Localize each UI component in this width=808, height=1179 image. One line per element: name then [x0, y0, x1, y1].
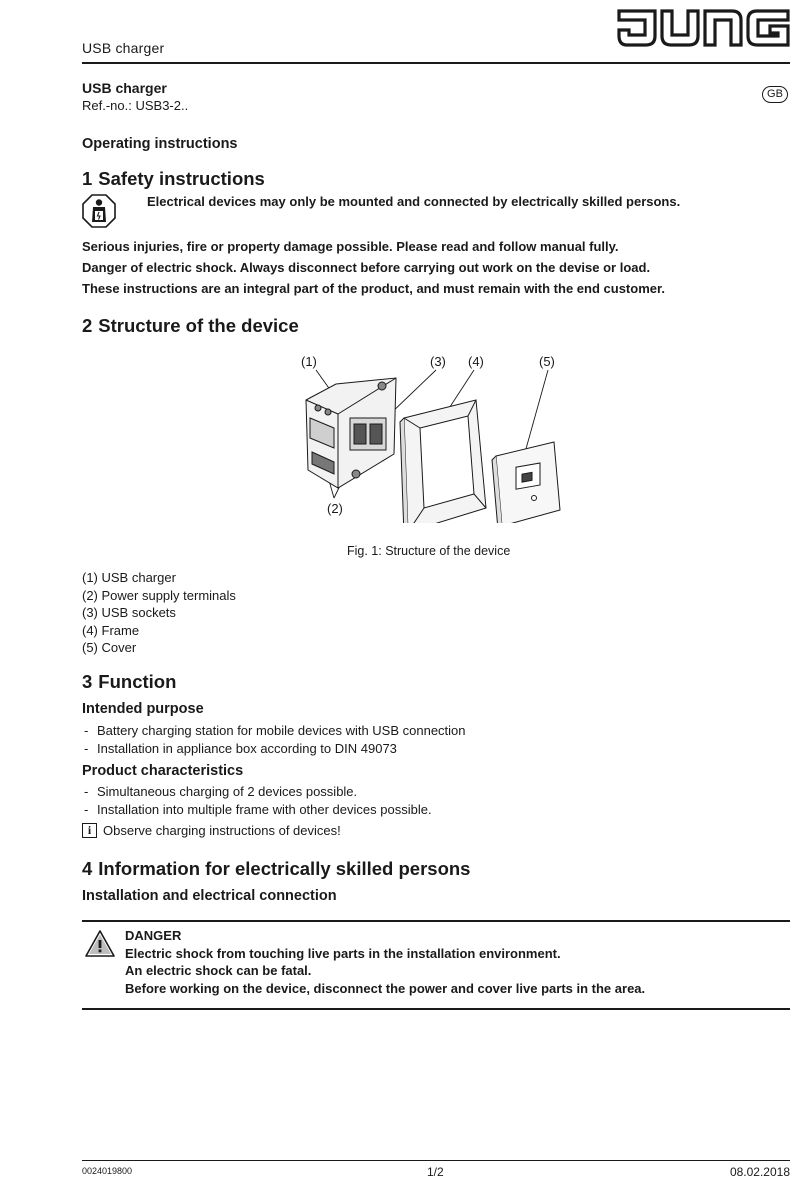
figure-legend: [82, 569, 236, 657]
section-title: Information for electrically skilled persons: [98, 858, 471, 879]
list-item: - Installation in appliance box according to DIN 49073: [82, 740, 466, 758]
figure-caption: Fig. 1: Structure of the device: [347, 544, 511, 558]
figure-label: (2): [327, 501, 343, 516]
installation-heading: Installation and electrical connection: [82, 888, 337, 904]
section-number: 3: [82, 671, 93, 692]
footer-page-number: 1/2: [427, 1165, 444, 1179]
figure-label: (5): [539, 354, 555, 369]
frame-drawing: [400, 400, 486, 523]
section-number: 2: [82, 315, 93, 336]
legend-item: (3) USB sockets: [82, 605, 176, 620]
section-4-heading: [82, 858, 470, 880]
legend-item: (5) Cover: [82, 640, 137, 655]
info-note: [82, 823, 341, 838]
electrician-icon: [82, 194, 116, 228]
jung-logo: [617, 8, 790, 48]
intended-purpose-heading: Intended purpose: [82, 701, 204, 717]
legend-item: (1) USB charger: [82, 570, 176, 585]
footer-date: 08.02.2018: [729, 1165, 790, 1179]
product-ref: Ref.-no.: USB3-2..: [82, 98, 189, 113]
operating-instructions-heading: Operating instructions: [82, 136, 238, 152]
warning-triangle-icon: [84, 929, 116, 959]
footer-rule: [82, 1160, 790, 1161]
safety-line: Serious injuries, fire or property damage possible. Please read and follow manual fully.: [82, 239, 619, 254]
section-title: Safety instructions: [98, 168, 265, 189]
danger-top-rule: [82, 920, 790, 922]
section-2-heading: [82, 315, 299, 337]
danger-label: DANGER: [125, 928, 182, 943]
usb-charger-drawing: [306, 378, 396, 488]
danger-bottom-rule: [82, 1008, 790, 1010]
danger-line: An electric shock can be fatal.: [125, 963, 312, 978]
danger-line: Before working on the device, disconnect the power and cover live parts in the area.: [125, 980, 646, 996]
safety-line: These instructions are an integral part of the product, and must remain with the end customer.: [82, 281, 665, 296]
info-icon: i: [82, 823, 97, 838]
section-1-heading: [82, 168, 265, 190]
language-badge: GB: [762, 86, 788, 103]
product-characteristics-heading: Product characteristics: [82, 763, 244, 779]
info-note-text: Observe charging instructions of devices!: [103, 823, 341, 838]
footer-doc-number: 0024019800: [82, 1166, 133, 1176]
section-number: 1: [82, 168, 93, 189]
cover-drawing: [492, 442, 560, 523]
safety-line: Danger of electric shock. Always disconnect before carrying out work on the devise or load.: [82, 260, 651, 275]
section-title: Function: [98, 671, 177, 692]
legend-item: (2) Power supply terminals: [82, 587, 236, 603]
intended-purpose-list: [82, 722, 466, 758]
section-number: 4: [82, 858, 93, 879]
product-title: USB charger: [82, 80, 167, 96]
danger-block: [125, 927, 645, 997]
section-3-heading: [82, 671, 176, 693]
safety-lead: Electrical devices may only be mounted and connected by electrically skilled persons.: [147, 194, 681, 209]
list-item: - Simultaneous charging of 2 devices possible.: [82, 783, 432, 801]
legend-item: (4) Frame: [82, 622, 140, 638]
header-title: USB charger: [82, 40, 165, 56]
product-characteristics-list: [82, 783, 432, 819]
list-item: - Installation into multiple frame with other devices possible.: [82, 801, 432, 819]
figure-label: (4): [468, 354, 484, 369]
device-structure-figure: [296, 348, 566, 523]
figure-label: (1): [301, 354, 317, 369]
danger-line: Electric shock from touching live parts in the installation environment.: [125, 945, 561, 961]
figure-label: (3): [430, 354, 446, 369]
header-rule: [82, 62, 790, 64]
list-item: - Battery charging station for mobile devices with USB connection: [82, 722, 466, 740]
section-title: Structure of the device: [98, 315, 299, 336]
